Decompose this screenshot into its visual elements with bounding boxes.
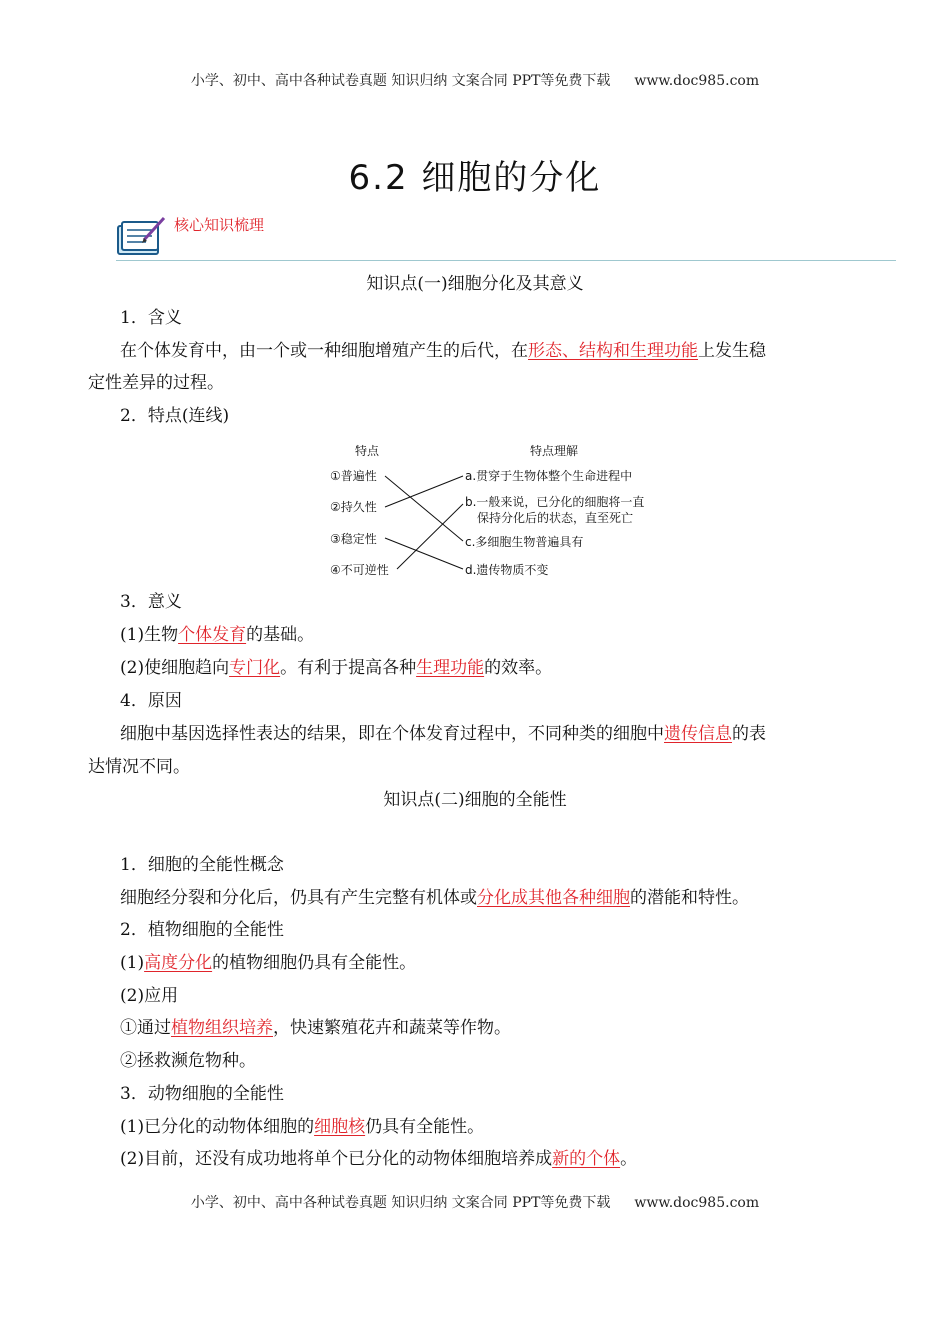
page-title: 6.2 细胞的分化 (348, 158, 602, 198)
k2-an1 (120, 1115, 484, 1139)
answer-text: 形态、结构和生理功能 (528, 341, 698, 361)
text: ①通过 (120, 1018, 171, 1038)
diagram-right-item: 保持分化后的状态，直至死亡 (477, 511, 634, 525)
diagram-right-header: 特点理解 (530, 444, 579, 458)
page-header (0, 70, 950, 90)
text: 细胞经分裂和分化后，仍具有产生完整有机体或 (120, 888, 477, 908)
diagram-right-item: b.一般来说，已分化的细胞将一直 (465, 495, 645, 509)
k2-pl2: (2)应用 (120, 986, 179, 1006)
page-footer (0, 1192, 950, 1212)
text: ，快速繁殖花卉和蔬菜等作物。 (273, 1018, 511, 1038)
k1-h3: 3．意义 (120, 592, 182, 612)
k2-h2: 2．植物细胞的全能性 (120, 920, 284, 940)
answer-text: 植物组织培养 (171, 1018, 273, 1038)
answer-text: 专门化 (229, 658, 281, 678)
header-text: 小学、初中、高中各种试卷真题 知识归纳 文案合同 PPT等免费下载 (190, 73, 611, 89)
footer-text: 小学、初中、高中各种试卷真题 知识归纳 文案合同 PPT等免费下载 (190, 1195, 611, 1211)
k2-h1: 1．细胞的全能性概念 (120, 855, 284, 875)
k1-p1-cont: 定性差异的过程。 (88, 373, 224, 393)
header-url[interactable]: www.doc985.com (634, 73, 760, 89)
k1-s1 (120, 623, 314, 647)
k2-p1 (120, 886, 749, 910)
k2-ap2: ②拯救濒危物种。 (120, 1051, 256, 1071)
diagram-right-item: c.多细胞生物普遍具有 (465, 535, 584, 549)
text: 的基础。 (246, 625, 315, 645)
diagram-left-item: ①普遍性 (330, 469, 377, 483)
k1-heading: 知识点(一)细胞分化及其意义 (366, 274, 584, 294)
text: (1) (120, 953, 145, 973)
text: (2)目前，还没有成功地将单个已分化的动物体细胞培养成 (120, 1149, 553, 1169)
k2-heading: 知识点(二)细胞的全能性 (383, 790, 567, 810)
text: (2)使细胞趋向 (120, 658, 230, 678)
k2-h3: 3．动物细胞的全能性 (120, 1084, 284, 1104)
k1-r1 (120, 722, 766, 746)
answer-text: 分化成其他各种细胞 (477, 888, 630, 908)
text: 的效率。 (484, 658, 553, 678)
text: 的表 (732, 724, 766, 744)
text: 上发生稳 (698, 341, 766, 361)
k1-h4: 4．原因 (120, 691, 182, 711)
diagram-left-item: ④不可逆性 (330, 563, 389, 577)
text: 仍具有全能性。 (365, 1117, 485, 1137)
diagram-left-header: 特点 (355, 444, 380, 458)
diagram-right-item: a.贯穿于生物体整个生命进程中 (465, 469, 633, 483)
diagram-left-item: ③稳定性 (330, 532, 377, 546)
text: 在个体发育中，由一个或一种细胞增殖产生的后代，在 (120, 341, 528, 361)
diagram-left-item: ②持久性 (330, 500, 377, 514)
k2-an2 (120, 1147, 637, 1171)
text: 细胞中基因选择性表达的结果，即在个体发育过程中，不同种类的细胞中 (120, 724, 664, 744)
answer-text: 新的个体 (552, 1149, 621, 1169)
k2-ap1 (120, 1016, 511, 1040)
k1-r1-cont: 达情况不同。 (88, 757, 190, 777)
answer-text: 遗传信息 (664, 724, 732, 744)
match-line (385, 476, 463, 507)
answer-text: 细胞核 (314, 1117, 366, 1137)
notebook-icon (116, 212, 170, 258)
text: 。有利于提高各种 (280, 658, 417, 678)
text: (1)已分化的动物体细胞的 (120, 1117, 315, 1137)
k1-h2: 2．特点(连线) (120, 406, 230, 426)
text: (1)生物 (120, 625, 179, 645)
k1-p1 (120, 339, 766, 363)
text: 的植物细胞仍具有全能性。 (212, 953, 417, 973)
section-banner (116, 212, 896, 261)
match-line (385, 476, 463, 541)
answer-text: 个体发育 (178, 625, 247, 645)
section-label: 核心知识梳理 (174, 216, 265, 234)
k1-h1: 1．含义 (120, 308, 182, 328)
text: 。 (620, 1149, 638, 1169)
k2-pl1 (120, 951, 416, 975)
footer-url[interactable]: www.doc985.com (634, 1195, 760, 1211)
answer-text: 生理功能 (416, 658, 485, 678)
text: 的潜能和特性。 (630, 888, 749, 908)
k1-s2 (120, 656, 552, 680)
answer-text: 高度分化 (144, 953, 213, 973)
diagram-right-item: d.遗传物质不变 (465, 563, 549, 577)
matching-diagram (325, 438, 665, 588)
